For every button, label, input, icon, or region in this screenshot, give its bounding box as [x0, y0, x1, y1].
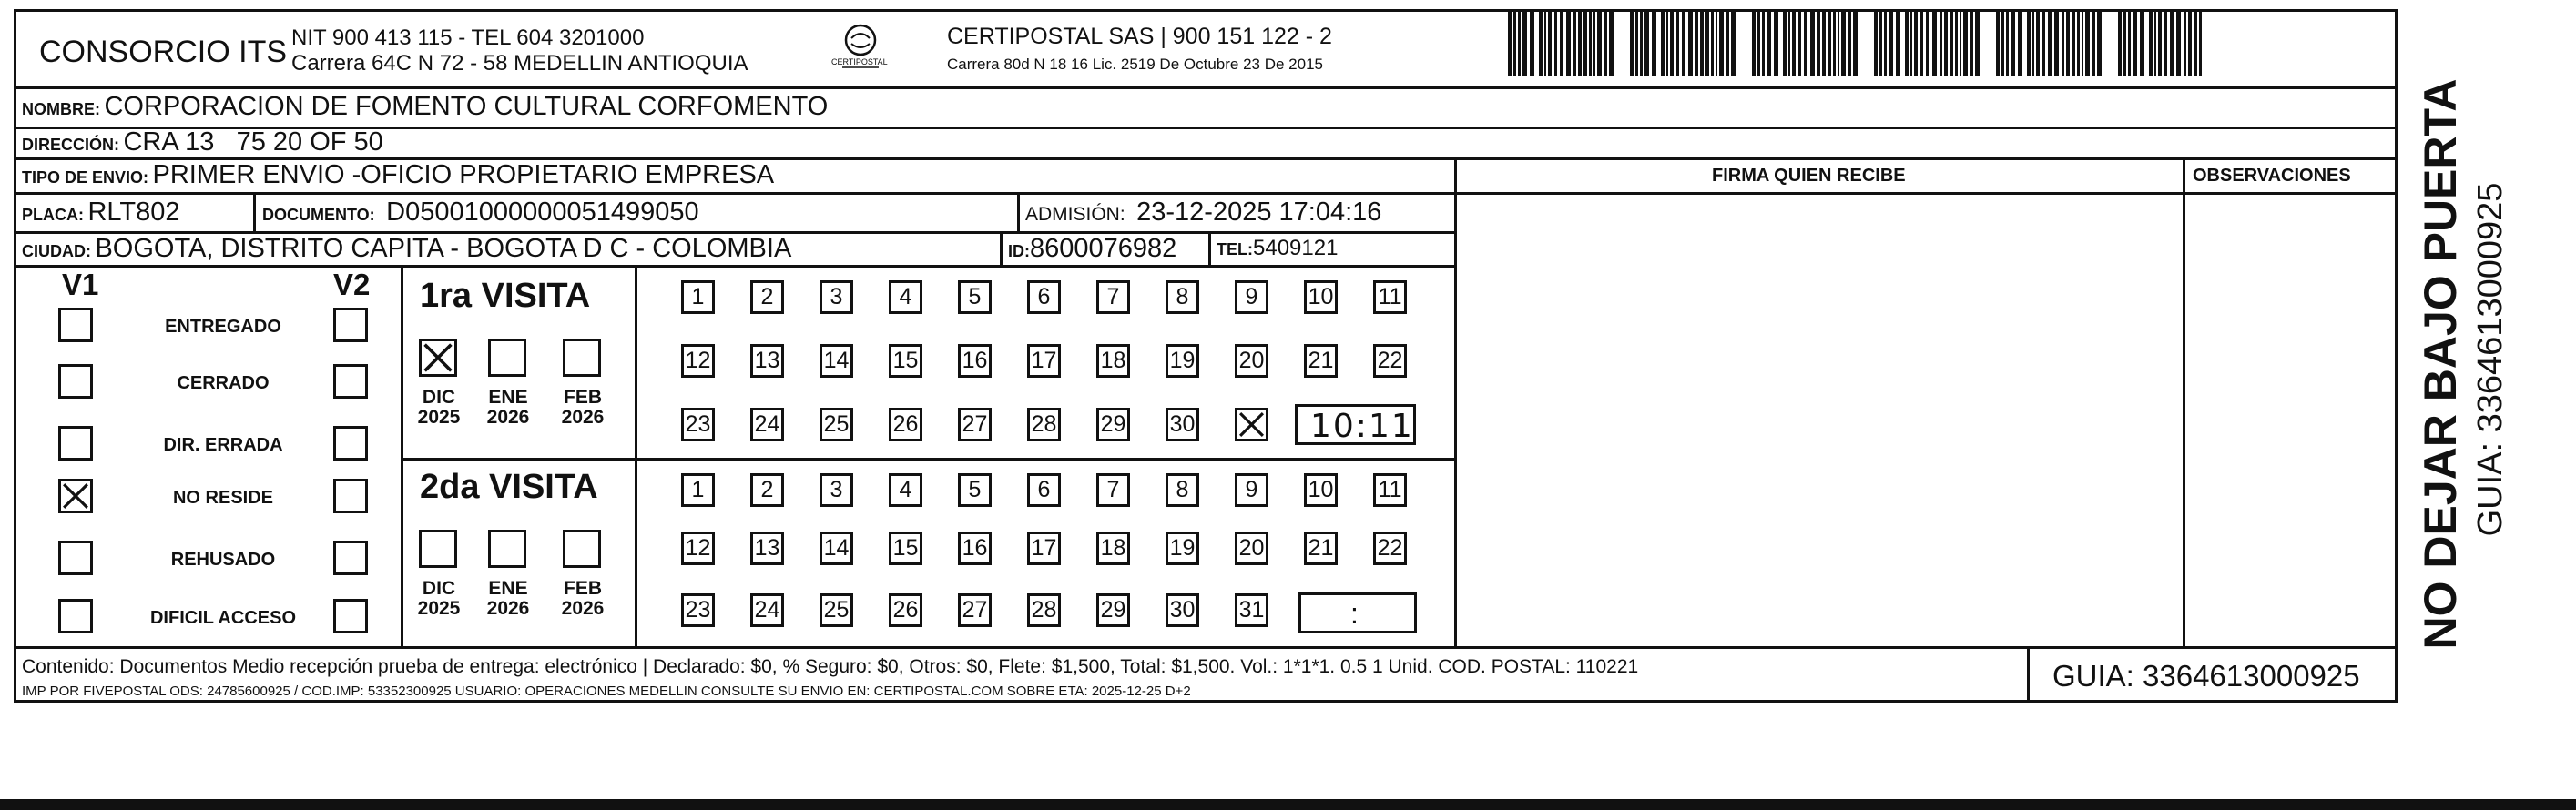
second-visit-day-box[interactable]: 7	[1096, 473, 1130, 507]
side-warning: NO DEJAR BAJO PUERTA	[2415, 78, 2466, 650]
firma-header: FIRMA QUIEN RECIBE	[1712, 166, 1906, 186]
footer-guia: GUIA: 3364613000925	[2052, 659, 2360, 693]
id-label: ID:	[1008, 242, 1030, 260]
first-visit-month-label	[481, 388, 535, 428]
first-visit-day-box[interactable]: 27	[958, 408, 992, 441]
ciudad-row	[22, 236, 791, 262]
admision-label: ADMISIÓN:	[1025, 204, 1125, 225]
second-visit-day-box[interactable]: 10	[1304, 473, 1338, 507]
second-visit-title: 2da VISITA	[420, 468, 598, 506]
company-nit: NIT 900 413 115 - TEL 604 3201000	[291, 25, 645, 50]
first-visit-month-checkbox[interactable]	[488, 339, 526, 377]
month-year: 2026	[486, 407, 530, 429]
second-visit-day-box[interactable]: 28	[1027, 593, 1061, 627]
second-visit-month-checkbox[interactable]	[419, 530, 457, 568]
first-visit-day-box[interactable]: 29	[1096, 408, 1130, 441]
placa-label: PLACA:	[22, 206, 84, 224]
nombre-label: NOMBRE:	[22, 100, 100, 118]
first-visit-day-box[interactable]: 11	[1373, 280, 1407, 314]
month-year: 2026	[561, 598, 605, 620]
first-visit-day-box[interactable]: 19	[1166, 344, 1199, 378]
documento-row	[262, 199, 699, 226]
direccion-value: CRA 13 75 20 OF 50	[123, 127, 383, 157]
admision-value: 23-12-2025 17:04:16	[1136, 197, 1382, 227]
status-v2-checkbox[interactable]	[333, 599, 368, 633]
second-visit-day-box[interactable]: 6	[1027, 473, 1061, 507]
tel-value: 5409121	[1253, 236, 1339, 260]
tel-row	[1217, 238, 1338, 259]
certipostal-logo	[824, 20, 897, 75]
first-visit-day-box[interactable]: 14	[820, 344, 853, 378]
second-visit-day-box[interactable]: 2	[750, 473, 784, 507]
first-visit-day-box[interactable]: 6	[1027, 280, 1061, 314]
status-v1-checkbox[interactable]	[58, 479, 93, 513]
footer-imp: IMP POR FIVEPOSTAL ODS: 24785600925 / COD.IMP: 53352300925 USUARIO: OPERACIONES MEDELLIN CONSULTE SU ENVIO EN: CERTIPOSTAL.COM SOBRE ETA: 2025-12-25 D+2	[22, 683, 1191, 699]
logo-text: CERTIPOSTAL	[831, 57, 888, 66]
tipo-row	[22, 162, 774, 188]
month-year: 2025	[417, 598, 461, 620]
v1-header: V1	[62, 268, 99, 301]
first-visit-month-checkbox[interactable]	[563, 339, 601, 377]
first-visit-day-box[interactable]: 18	[1096, 344, 1130, 378]
first-visit-day-box[interactable]: 3	[820, 280, 853, 314]
first-visit-day-box[interactable]: 17	[1027, 344, 1061, 378]
documento-label: DOCUMENTO:	[262, 206, 375, 224]
second-visit-day-box[interactable]: 16	[958, 532, 992, 565]
second-visit-day-box[interactable]: 20	[1235, 532, 1268, 565]
second-visit-day-box[interactable]: 21	[1304, 532, 1338, 565]
status-v1-checkbox[interactable]	[58, 541, 93, 575]
first-visit-day-box[interactable]: 12	[681, 344, 715, 378]
observaciones-header: OBSERVACIONES	[2193, 166, 2351, 186]
second-visit-day-box[interactable]: 27	[958, 593, 992, 627]
second-visit-day-box[interactable]: 3	[820, 473, 853, 507]
nombre-row	[22, 94, 828, 120]
first-visit-day-box[interactable]: 22	[1373, 344, 1407, 378]
second-visit-day-box[interactable]: 4	[889, 473, 922, 507]
first-visit-day-box[interactable]: 1	[681, 280, 715, 314]
second-visit-day-box[interactable]: 8	[1166, 473, 1199, 507]
first-visit-day-box[interactable]: 21	[1304, 344, 1338, 378]
month-name: FEB	[564, 387, 602, 408]
month-year: 2026	[561, 407, 605, 429]
certipostal-nit: CERTIPOSTAL SAS | 900 151 122 - 2	[947, 24, 1332, 49]
second-visit-day-box[interactable]: 23	[681, 593, 715, 627]
first-visit-day-box[interactable]: 20	[1235, 344, 1268, 378]
first-visit-day-box[interactable]: 4	[889, 280, 922, 314]
first-visit-title: 1ra VISITA	[420, 277, 591, 315]
id-value: 8600076982	[1030, 234, 1177, 263]
status-label: DIFICIL ACCESO	[149, 608, 296, 628]
ciudad-value: BOGOTA, DISTRITO CAPITA - BOGOTA D C - COLOMBIA	[95, 234, 792, 263]
status-v2-checkbox[interactable]	[333, 426, 368, 461]
status-v2-checkbox[interactable]	[333, 308, 368, 342]
first-visit-day-box[interactable]: 2	[750, 280, 784, 314]
first-visit-day-box[interactable]: 13	[750, 344, 784, 378]
status-v1-checkbox[interactable]	[58, 364, 93, 399]
second-visit-day-box[interactable]: 15	[889, 532, 922, 565]
first-visit-day-box[interactable]: 28	[1027, 408, 1061, 441]
second-visit-day-box[interactable]: 24	[750, 593, 784, 627]
documento-value: D05001000000051499050	[386, 197, 699, 227]
company-address: Carrera 64C N 72 - 58 MEDELLIN ANTIOQUIA	[291, 51, 748, 76]
first-visit-day-box[interactable]: 23	[681, 408, 715, 441]
tipo-label: TIPO DE ENVIO:	[22, 168, 149, 187]
second-visit-month-label	[412, 579, 466, 619]
second-visit-day-box[interactable]: 11	[1373, 473, 1407, 507]
id-row	[1008, 236, 1176, 262]
second-visit-day-box[interactable]: 1	[681, 473, 715, 507]
first-visit-month-label	[555, 388, 610, 428]
month-year: 2025	[417, 407, 461, 429]
second-visit-time: :	[1350, 597, 1359, 630]
first-visit-month-label	[412, 388, 466, 428]
placa-row	[22, 199, 179, 226]
status-v1-checkbox[interactable]	[58, 426, 93, 461]
first-visit-day-box[interactable]	[1235, 408, 1268, 441]
ciudad-label: CIUDAD:	[22, 242, 91, 260]
direccion-row	[22, 129, 383, 156]
month-name: DIC	[422, 387, 456, 408]
first-visit-day-box[interactable]: 10	[1304, 280, 1338, 314]
status-label: CERRADO	[177, 373, 270, 393]
second-visit-day-box[interactable]: 17	[1027, 532, 1061, 565]
v2-header: V2	[333, 268, 371, 301]
status-label: ENTREGADO	[165, 317, 281, 337]
placa-value: RLT802	[87, 197, 180, 227]
tel-label: TEL:	[1217, 240, 1253, 258]
first-visit-day-box[interactable]: 15	[889, 344, 922, 378]
second-visit-day-box[interactable]: 22	[1373, 532, 1407, 565]
first-visit-day-box[interactable]: 24	[750, 408, 784, 441]
first-visit-day-box[interactable]: 16	[958, 344, 992, 378]
bottom-band	[0, 799, 2576, 810]
second-visit-day-box[interactable]: 12	[681, 532, 715, 565]
second-visit-day-box[interactable]: 18	[1096, 532, 1130, 565]
second-visit-month-checkbox[interactable]	[563, 530, 601, 568]
status-v1-checkbox[interactable]	[58, 599, 93, 633]
first-visit-day-box[interactable]: 7	[1096, 280, 1130, 314]
first-visit-day-box[interactable]: 30	[1166, 408, 1199, 441]
certipostal-license: Carrera 80d N 18 16 Lic. 2519 De Octubre 23 De 2015	[947, 56, 1323, 73]
second-visit-day-box[interactable]: 31	[1235, 593, 1268, 627]
second-visit-day-box[interactable]: 30	[1166, 593, 1199, 627]
second-visit-day-box[interactable]: 14	[820, 532, 853, 565]
second-visit-day-box[interactable]: 13	[750, 532, 784, 565]
status-label: DIR. ERRADA	[163, 435, 283, 455]
second-visit-time-box	[1298, 592, 1417, 633]
first-visit-day-box[interactable]: 26	[889, 408, 922, 441]
month-name: ENE	[488, 387, 528, 408]
first-visit-month-checkbox[interactable]	[419, 339, 457, 377]
second-visit-day-box[interactable]: 5	[958, 473, 992, 507]
second-visit-day-box[interactable]: 26	[889, 593, 922, 627]
barcode	[1493, 11, 2204, 76]
admision-row	[1025, 199, 1381, 226]
second-visit-day-box[interactable]: 29	[1096, 593, 1130, 627]
second-visit-month-label	[481, 579, 535, 619]
status-label: REHUSADO	[170, 550, 276, 570]
footer-contenido: Contenido: Documentos Medio recepción prueba de entrega: electrónico | Declarado: $0, % Seguro: $0, Otros: $0, Flete: $1,500, Total: $1,500. Vol.: 1*1*1. 0.5 1 Unid. COD. POSTAL: 110221	[22, 656, 1639, 677]
first-visit-day-box[interactable]: 5	[958, 280, 992, 314]
side-guia: GUIA: 3364613000925	[2471, 182, 2510, 537]
first-visit-day-box[interactable]: 9	[1235, 280, 1268, 314]
status-v2-checkbox[interactable]	[333, 541, 368, 575]
direccion-label: DIRECCIÓN:	[22, 136, 119, 154]
status-label: NO RESIDE	[172, 488, 274, 508]
status-v2-checkbox[interactable]	[333, 479, 368, 513]
second-visit-day-box[interactable]: 9	[1235, 473, 1268, 507]
tipo-value: PRIMER ENVIO -OFICIO PROPIETARIO EMPRESA	[152, 160, 775, 189]
company-name: CONSORCIO ITS	[39, 35, 288, 69]
month-name: ENE	[488, 578, 528, 599]
nombre-value: CORPORACION DE FOMENTO CULTURAL CORFOMENTO	[104, 92, 829, 121]
first-visit-time: 10:11	[1310, 408, 1414, 445]
month-name: DIC	[422, 578, 456, 599]
first-visit-day-box[interactable]: 8	[1166, 280, 1199, 314]
status-v2-checkbox[interactable]	[333, 364, 368, 399]
first-visit-time-box	[1295, 404, 1416, 445]
second-visit-month-label	[555, 579, 610, 619]
second-visit-day-box[interactable]: 25	[820, 593, 853, 627]
first-visit-day-box[interactable]: 25	[820, 408, 853, 441]
second-visit-day-box[interactable]: 19	[1166, 532, 1199, 565]
second-visit-month-checkbox[interactable]	[488, 530, 526, 568]
month-name: FEB	[564, 578, 602, 599]
month-year: 2026	[486, 598, 530, 620]
status-v1-checkbox[interactable]	[58, 308, 93, 342]
